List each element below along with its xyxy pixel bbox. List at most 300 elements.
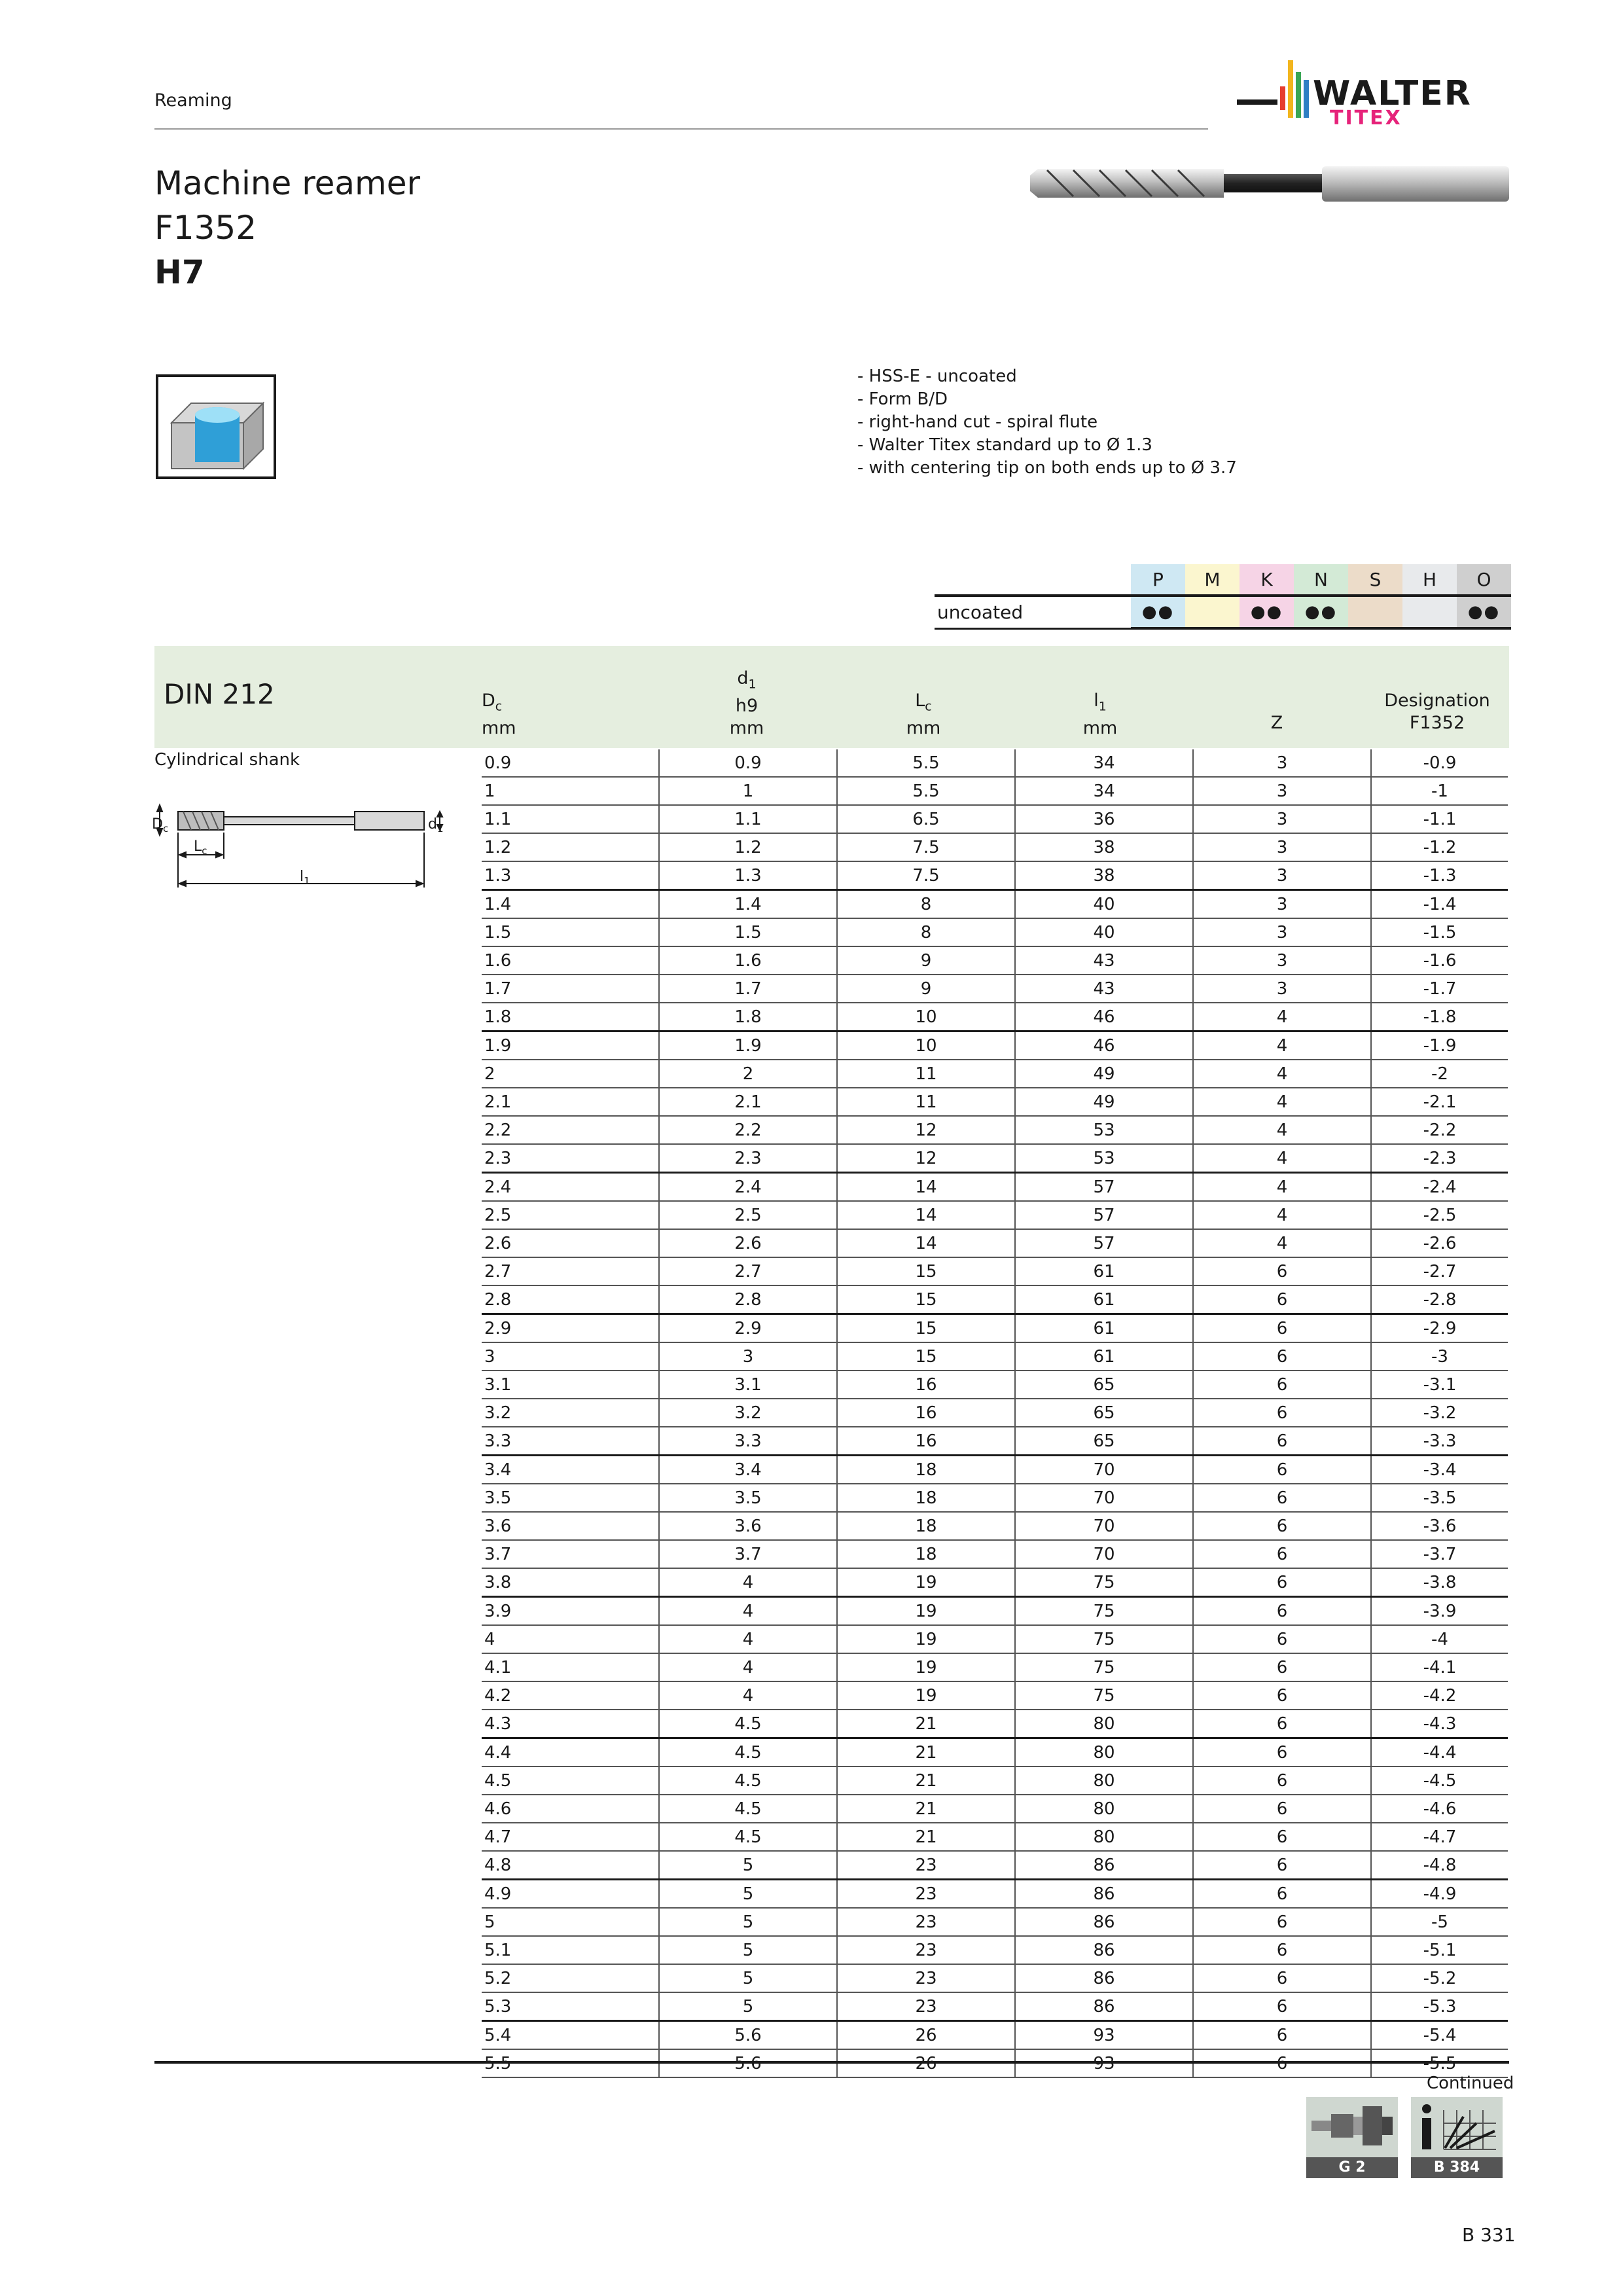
table-cell: 1.6 xyxy=(482,946,659,975)
table-cell: -3.3 xyxy=(1371,1427,1508,1456)
table-cell: 5 xyxy=(659,1992,837,2021)
table-cell: -5.2 xyxy=(1371,1964,1508,1992)
table-cell: 5 xyxy=(659,1851,837,1880)
table-cell: 2.7 xyxy=(482,1257,659,1285)
table-row xyxy=(482,861,1508,890)
table-cell: 3 xyxy=(1193,946,1371,975)
table-cell: 23 xyxy=(837,1880,1015,1909)
table-cell: -3.4 xyxy=(1371,1456,1508,1484)
table-cell: 65 xyxy=(1015,1399,1193,1427)
table-cell: 18 xyxy=(837,1540,1015,1568)
table-cell: 57 xyxy=(1015,1173,1193,1202)
table-cell: 53 xyxy=(1015,1144,1193,1173)
table-cell: -2.7 xyxy=(1371,1257,1508,1285)
table-cell: 57 xyxy=(1015,1229,1193,1257)
table-cell: 1 xyxy=(482,777,659,805)
table-cell: -3.9 xyxy=(1371,1597,1508,1626)
table-cell: 3.9 xyxy=(482,1597,659,1626)
table-cell: 3 xyxy=(1193,861,1371,890)
table-cell: -4.3 xyxy=(1371,1710,1508,1738)
table-cell: 18 xyxy=(837,1456,1015,1484)
table-cell: 6 xyxy=(1193,1625,1371,1653)
table-cell: 1.6 xyxy=(659,946,837,975)
table-row xyxy=(482,1285,1508,1314)
table-cell: 1.8 xyxy=(482,1003,659,1031)
table-cell: 3 xyxy=(1193,749,1371,777)
table-cell: -0.9 xyxy=(1371,749,1508,777)
table-cell: 40 xyxy=(1015,890,1193,919)
table-cell: 86 xyxy=(1015,1908,1193,1936)
table-row xyxy=(482,1201,1508,1229)
table-cell: 6 xyxy=(1193,1767,1371,1795)
table-row xyxy=(482,918,1508,946)
table-cell: -5.1 xyxy=(1371,1936,1508,1964)
table-cell: 6 xyxy=(1193,1512,1371,1540)
table-row xyxy=(482,1653,1508,1681)
table-cell: 4.5 xyxy=(482,1767,659,1795)
table-cell: 12 xyxy=(837,1144,1015,1173)
table-cell: 1.4 xyxy=(482,890,659,919)
table-cell: 49 xyxy=(1015,1060,1193,1088)
table-cell: 2.1 xyxy=(659,1088,837,1116)
table-cell: 2.7 xyxy=(659,1257,837,1285)
table-cell: 3.7 xyxy=(659,1540,837,1568)
table-cell: 2.3 xyxy=(659,1144,837,1173)
table-row xyxy=(482,1936,1508,1964)
table-cell: 23 xyxy=(837,1851,1015,1880)
table-cell: 23 xyxy=(837,1908,1015,1936)
table-cell: 6 xyxy=(1193,1738,1371,1767)
table-cell: 43 xyxy=(1015,946,1193,975)
material-suitability-0: ●● xyxy=(1131,596,1185,628)
table-cell: 5.1 xyxy=(482,1936,659,1964)
table-cell: 5.5 xyxy=(837,777,1015,805)
table-cell: -5.4 xyxy=(1371,2021,1508,2050)
table-cell: 4.5 xyxy=(659,1738,837,1767)
table-cell: 4 xyxy=(1193,1088,1371,1116)
feature-item: - HSS-E - uncoated xyxy=(857,367,1017,386)
table-row xyxy=(482,777,1508,805)
svg-text:Lc: $L_c$ xyxy=(194,838,207,857)
table-cell: 11 xyxy=(837,1060,1015,1088)
table-cell: 7.5 xyxy=(837,833,1015,861)
table-cell: 14 xyxy=(837,1173,1015,1202)
table-cell: 6 xyxy=(1193,1964,1371,1992)
table-row xyxy=(482,805,1508,833)
table-cell: 75 xyxy=(1015,1681,1193,1710)
table-cell: 10 xyxy=(837,1031,1015,1060)
logo-sub-text: TITEX xyxy=(1330,107,1402,130)
table-cell: 2.4 xyxy=(482,1173,659,1202)
table-cell: 6 xyxy=(1193,1342,1371,1371)
table-cell: 1.8 xyxy=(659,1003,837,1031)
logo-main-text: WALTER xyxy=(1313,74,1472,113)
table-cell: 12 xyxy=(837,1116,1015,1144)
table-cell: 6 xyxy=(1193,1314,1371,1343)
table-cell: 21 xyxy=(837,1710,1015,1738)
table-cell: 1.2 xyxy=(659,833,837,861)
table-cell: 4.8 xyxy=(482,1851,659,1880)
table-row xyxy=(482,1060,1508,1088)
table-cell: 2.1 xyxy=(482,1088,659,1116)
svg-text:d1: $d_1$ xyxy=(428,816,444,834)
table-cell: 15 xyxy=(837,1342,1015,1371)
table-cell: 2.5 xyxy=(482,1201,659,1229)
table-cell: 53 xyxy=(1015,1116,1193,1144)
table-cell: 1.5 xyxy=(482,918,659,946)
table-row xyxy=(482,1314,1508,1343)
table-row xyxy=(482,1823,1508,1851)
table-row xyxy=(482,1484,1508,1512)
table-cell: 38 xyxy=(1015,861,1193,890)
table-cell: 3.1 xyxy=(482,1371,659,1399)
table-cell: -3.1 xyxy=(1371,1371,1508,1399)
table-cell: 26 xyxy=(837,2021,1015,2050)
table-cell: 19 xyxy=(837,1568,1015,1597)
table-cell: 80 xyxy=(1015,1710,1193,1738)
table-cell: -4 xyxy=(1371,1625,1508,1653)
table-cell: 4 xyxy=(1193,1116,1371,1144)
table-cell: 15 xyxy=(837,1285,1015,1314)
table-cell: 5 xyxy=(659,1908,837,1936)
table-cell: 4 xyxy=(659,1681,837,1710)
table-cell: 3.4 xyxy=(659,1456,837,1484)
material-group-5: H xyxy=(1402,564,1457,596)
table-cell: 86 xyxy=(1015,1964,1193,1992)
table-cell: 75 xyxy=(1015,1597,1193,1626)
table-cell: 5 xyxy=(659,1880,837,1909)
table-row xyxy=(482,1908,1508,1936)
table-cell: 43 xyxy=(1015,975,1193,1003)
table-end-rule xyxy=(154,2061,1509,2064)
info-chart-reference-tag[interactable]: B 384 xyxy=(1411,2157,1503,2178)
table-cell: 16 xyxy=(837,1427,1015,1456)
table-cell: -1.4 xyxy=(1371,890,1508,919)
table-cell: 61 xyxy=(1015,1257,1193,1285)
table-cell: 2.2 xyxy=(659,1116,837,1144)
table-cell: -1.1 xyxy=(1371,805,1508,833)
material-suitability-1 xyxy=(1185,596,1240,628)
table-cell: 2 xyxy=(482,1060,659,1088)
table-row xyxy=(482,749,1508,777)
table-cell: 4 xyxy=(659,1653,837,1681)
table-cell: 5 xyxy=(659,1936,837,1964)
table-cell: 3.7 xyxy=(482,1540,659,1568)
table-cell: 2 xyxy=(659,1060,837,1088)
table-cell: -3.7 xyxy=(1371,1540,1508,1568)
table-cell: 4.9 xyxy=(482,1880,659,1909)
table-cell: 2.9 xyxy=(659,1314,837,1343)
material-suitability-5 xyxy=(1402,596,1457,628)
table-cell: -1.7 xyxy=(1371,975,1508,1003)
table-cell: -1 xyxy=(1371,777,1508,805)
table-cell: 6 xyxy=(1193,1568,1371,1597)
table-cell: 4 xyxy=(1193,1003,1371,1031)
table-cell: 6 xyxy=(1193,1653,1371,1681)
table-cell: 16 xyxy=(837,1399,1015,1427)
product-title xyxy=(154,161,420,295)
table-cell: 5 xyxy=(659,1964,837,1992)
table-cell: 6 xyxy=(1193,1540,1371,1568)
table-cell: -1.3 xyxy=(1371,861,1508,890)
table-row xyxy=(482,1003,1508,1031)
table-cell: 4.6 xyxy=(482,1795,659,1823)
table-cell: 6 xyxy=(1193,1936,1371,1964)
table-cell: 6 xyxy=(1193,1257,1371,1285)
table-cell: 4 xyxy=(1193,1229,1371,1257)
table-row xyxy=(482,975,1508,1003)
table-cell: 4 xyxy=(1193,1201,1371,1229)
table-cell: 1.2 xyxy=(482,833,659,861)
table-row xyxy=(482,1399,1508,1427)
title-line-1: Machine reamer xyxy=(154,164,421,202)
table-row xyxy=(482,1625,1508,1653)
table-cell: 18 xyxy=(837,1512,1015,1540)
column-header-l1: $l_1$ mm xyxy=(1082,691,1118,739)
table-cell: 40 xyxy=(1015,918,1193,946)
table-cell: 34 xyxy=(1015,749,1193,777)
material-group-4: S xyxy=(1348,564,1402,596)
table-row xyxy=(482,2021,1508,2050)
table-cell: 1.7 xyxy=(659,975,837,1003)
column-header-dc: $D_c$ mm xyxy=(482,691,516,739)
table-cell: 5.3 xyxy=(482,1992,659,2021)
table-cell: 6 xyxy=(1193,1456,1371,1484)
table-cell: 57 xyxy=(1015,1201,1193,1229)
table-cell: 49 xyxy=(1015,1088,1193,1116)
table-cell: -5 xyxy=(1371,1908,1508,1936)
table-cell: 2.4 xyxy=(659,1173,837,1202)
table-cell: 80 xyxy=(1015,1795,1193,1823)
table-cell: 3 xyxy=(659,1342,837,1371)
table-row xyxy=(482,1681,1508,1710)
table-cell: -4.7 xyxy=(1371,1823,1508,1851)
table-cell: 21 xyxy=(837,1795,1015,1823)
table-cell: 38 xyxy=(1015,833,1193,861)
table-cell: 15 xyxy=(837,1314,1015,1343)
table-cell: 3.3 xyxy=(659,1427,837,1456)
table-cell: 93 xyxy=(1015,2021,1193,2050)
table-cell: 70 xyxy=(1015,1456,1193,1484)
table-cell: 6 xyxy=(1193,1823,1371,1851)
page-number: B 331 xyxy=(1462,2224,1516,2246)
table-cell: 6 xyxy=(1193,1597,1371,1626)
table-cell: 2.9 xyxy=(482,1314,659,1343)
table-cell: 23 xyxy=(837,1964,1015,1992)
table-cell: 70 xyxy=(1015,1512,1193,1540)
table-cell: 10 xyxy=(837,1003,1015,1031)
table-cell: -4.8 xyxy=(1371,1851,1508,1880)
table-cell: 6 xyxy=(1193,1371,1371,1399)
svg-text:Dc: $D_c$ xyxy=(152,816,169,834)
table-cell: 36 xyxy=(1015,805,1193,833)
feature-list xyxy=(857,365,1237,480)
walter-titex-logo xyxy=(1237,60,1512,135)
table-cell: 1.9 xyxy=(482,1031,659,1060)
feature-item: - Walter Titex standard up to Ø 1.3 xyxy=(857,435,1152,455)
table-cell: 7.5 xyxy=(837,861,1015,890)
table-cell: 2.6 xyxy=(482,1229,659,1257)
table-cell: 0.9 xyxy=(659,749,837,777)
material-group-3: N xyxy=(1294,564,1348,596)
table-row xyxy=(482,890,1508,919)
material-suitability-2: ●● xyxy=(1240,596,1294,628)
table-cell: 4.5 xyxy=(659,1767,837,1795)
material-group-1: M xyxy=(1185,564,1240,596)
table-cell: 18 xyxy=(837,1484,1015,1512)
table-cell: 3.2 xyxy=(659,1399,837,1427)
table-cell: 4.1 xyxy=(482,1653,659,1681)
table-cell: 6 xyxy=(1193,1880,1371,1909)
table-row xyxy=(482,1540,1508,1568)
table-cell: 6 xyxy=(1193,1992,1371,2021)
table-cell: 15 xyxy=(837,1257,1015,1285)
table-row xyxy=(482,1088,1508,1116)
table-cell: 2.5 xyxy=(659,1201,837,1229)
table-cell: -3.8 xyxy=(1371,1568,1508,1597)
table-cell: 86 xyxy=(1015,1880,1193,1909)
table-cell: 6 xyxy=(1193,1851,1371,1880)
table-cell: 5.6 xyxy=(659,2021,837,2050)
table-cell: 4.3 xyxy=(482,1710,659,1738)
table-row xyxy=(482,1031,1508,1060)
table-cell: 6 xyxy=(1193,1285,1371,1314)
table-cell: 80 xyxy=(1015,1738,1193,1767)
table-cell: 75 xyxy=(1015,1625,1193,1653)
table-cell: 86 xyxy=(1015,1851,1193,1880)
table-row xyxy=(482,1371,1508,1399)
table-cell: 61 xyxy=(1015,1342,1193,1371)
table-cell: -2.8 xyxy=(1371,1285,1508,1314)
material-group-2: K xyxy=(1240,564,1294,596)
table-cell: 75 xyxy=(1015,1653,1193,1681)
table-cell: 4 xyxy=(1193,1031,1371,1060)
table-row xyxy=(482,1512,1508,1540)
table-row xyxy=(482,1427,1508,1456)
table-cell: 9 xyxy=(837,975,1015,1003)
table-row xyxy=(482,1738,1508,1767)
table-cell: 46 xyxy=(1015,1031,1193,1060)
table-row xyxy=(482,833,1508,861)
material-group-0: P xyxy=(1131,564,1185,596)
table-cell: 70 xyxy=(1015,1484,1193,1512)
dimensions-table xyxy=(482,749,1508,2078)
table-cell: 75 xyxy=(1015,1568,1193,1597)
table-cell: -3.5 xyxy=(1371,1484,1508,1512)
material-row-label: uncoated xyxy=(935,596,1131,628)
table-cell: 3.5 xyxy=(482,1484,659,1512)
table-cell: -1.5 xyxy=(1371,918,1508,946)
table-cell: 3.3 xyxy=(482,1427,659,1456)
table-cell: 3 xyxy=(1193,805,1371,833)
table-cell: 6.5 xyxy=(837,805,1015,833)
table-cell: 4 xyxy=(1193,1173,1371,1202)
material-suitability-table xyxy=(935,564,1511,630)
table-cell: -4.1 xyxy=(1371,1653,1508,1681)
table-cell: -2.9 xyxy=(1371,1314,1508,1343)
table-cell: 2.8 xyxy=(659,1285,837,1314)
table-cell: 19 xyxy=(837,1681,1015,1710)
material-suitability-3: ●● xyxy=(1294,596,1348,628)
column-header-lc: $L_c$ mm xyxy=(906,691,941,739)
table-cell: 46 xyxy=(1015,1003,1193,1031)
table-cell: 5.4 xyxy=(482,2021,659,2050)
table-cell: -4.4 xyxy=(1371,1738,1508,1767)
table-cell: 4.4 xyxy=(482,1738,659,1767)
table-row xyxy=(482,1795,1508,1823)
table-cell: 1.7 xyxy=(482,975,659,1003)
table-cell: 21 xyxy=(837,1767,1015,1795)
table-cell: 65 xyxy=(1015,1427,1193,1456)
table-cell: 19 xyxy=(837,1653,1015,1681)
table-cell: 4 xyxy=(659,1625,837,1653)
table-cell: 1.9 xyxy=(659,1031,837,1060)
table-cell: 86 xyxy=(1015,1992,1193,2021)
table-cell: 8 xyxy=(837,918,1015,946)
feature-item: - right-hand cut - spiral flute xyxy=(857,412,1098,432)
table-cell: 2.6 xyxy=(659,1229,837,1257)
table-cell: 3.6 xyxy=(659,1512,837,1540)
table-cell: 61 xyxy=(1015,1285,1193,1314)
table-cell: -3.2 xyxy=(1371,1399,1508,1427)
continued-note: Continued xyxy=(1427,2073,1514,2093)
table-cell: 1.3 xyxy=(659,861,837,890)
column-header-designation: Designation F1352 xyxy=(1384,691,1490,733)
table-cell: 8 xyxy=(837,890,1015,919)
table-cell: 5.2 xyxy=(482,1964,659,1992)
table-cell: -3.6 xyxy=(1371,1512,1508,1540)
table-cell: 1.4 xyxy=(659,890,837,919)
table-cell: 3 xyxy=(482,1342,659,1371)
table-cell: 0.9 xyxy=(482,749,659,777)
svg-text:l1: $l_1$ xyxy=(300,869,310,887)
table-row xyxy=(482,1456,1508,1484)
table-cell: 3 xyxy=(1193,777,1371,805)
title-line-2: F1352 xyxy=(154,209,257,247)
table-cell: -4.5 xyxy=(1371,1767,1508,1795)
table-row xyxy=(482,1342,1508,1371)
table-cell: 4.7 xyxy=(482,1823,659,1851)
table-cell: -2 xyxy=(1371,1060,1508,1088)
section-label: Reaming xyxy=(154,90,232,111)
table-row xyxy=(482,1568,1508,1597)
header-divider xyxy=(154,128,1208,130)
table-cell: 5 xyxy=(482,1908,659,1936)
table-cell: 21 xyxy=(837,1823,1015,1851)
din-standard: DIN 212 xyxy=(164,678,275,710)
table-cell: 3.2 xyxy=(482,1399,659,1427)
table-cell: 3.1 xyxy=(659,1371,837,1399)
table-cell: 3 xyxy=(1193,918,1371,946)
table-cell: -1.8 xyxy=(1371,1003,1508,1031)
table-cell: 14 xyxy=(837,1201,1015,1229)
reamer-product-image xyxy=(1027,161,1512,209)
table-cell: 21 xyxy=(837,1738,1015,1767)
table-cell: 4.2 xyxy=(482,1681,659,1710)
table-cell: 6 xyxy=(1193,1427,1371,1456)
table-cell: 6 xyxy=(1193,1710,1371,1738)
column-header-z: Z xyxy=(1270,713,1283,733)
reamer-dimension-drawing xyxy=(152,793,453,894)
table-cell: 3 xyxy=(1193,890,1371,919)
feature-item: - Form B/D xyxy=(857,389,948,409)
table-cell: 86 xyxy=(1015,1936,1193,1964)
table-cell: 3.8 xyxy=(482,1568,659,1597)
toolholder-reference-tag[interactable]: G 2 xyxy=(1306,2157,1398,2178)
table-cell: 1 xyxy=(659,777,837,805)
table-cell: 3.4 xyxy=(482,1456,659,1484)
table-row xyxy=(482,1710,1508,1738)
